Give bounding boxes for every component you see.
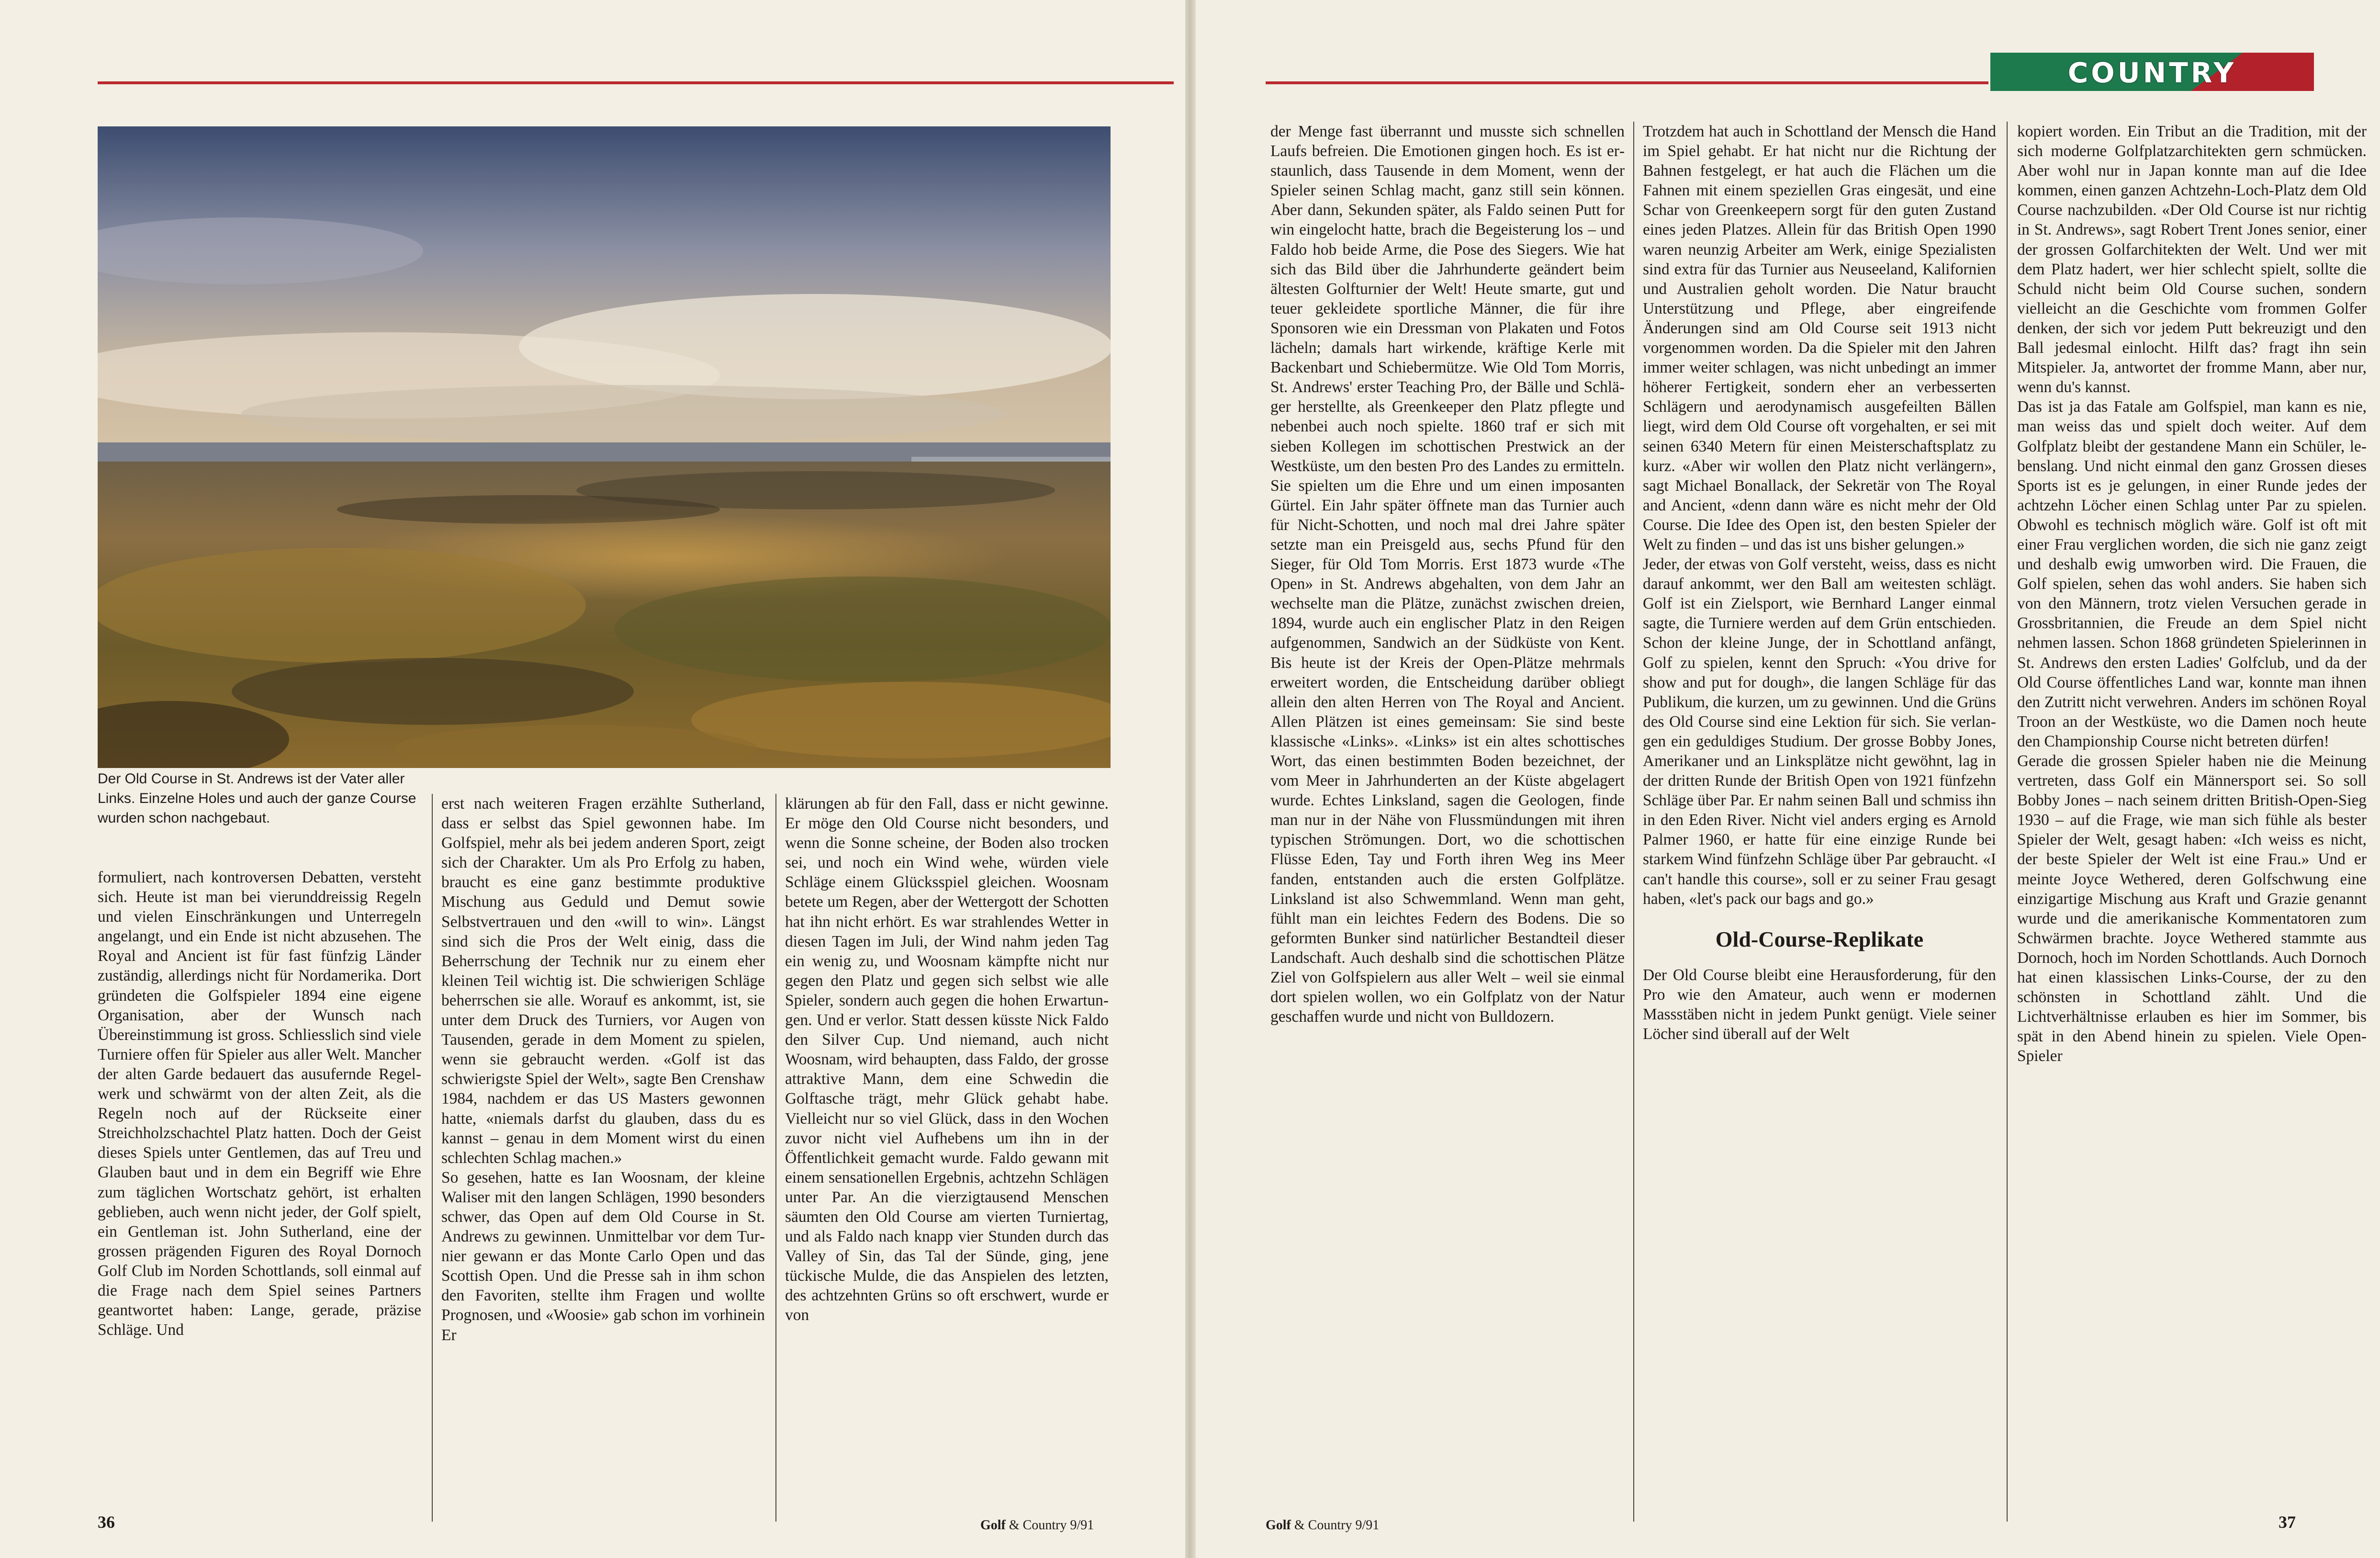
text-column-5 [1643, 122, 1996, 1044]
text-column-3 [785, 794, 1109, 1325]
issue-number: 9/91 [1355, 1518, 1380, 1533]
paragraph: klärungen ab für den Fall, dass er nicht gewinne. Er möge den Old Course nicht besonders, und wenn die Sonne scheine, der Boden also trocken sei, und noch ein Wind wehe, würden viele Schläge einem Glücksspiel gleichen. Woosnam betete um Regen, aber der Wettergott der Schotten hat ihn nicht erhört. Es war strahlendes Wetter in diesen Tagen im Juli, der Wind nahm jeden Tag ein wenig zu, und Woosnam kämpfte nicht nur gegen den Platz und gegen sich selbst wie alle Spieler, sondern auch gegen die hohen Erwartungen. Und er verlor. Statt dessen küsste Nick Faldo den Silver Cup. Und niemand, auch nicht Woosnam, wird behaupten, dass Faldo, der grosse attraktive Mann, dem eine Schwedin die Golftasche trägt, mehr Glück gehabt habe. Vielleicht nur so viel Glück, dass in den Wochen zuvor nicht viel Aufhebens um ihn in der Öffentlichkeit gemacht wurde. Faldo gewann mit einem sensationellen Ergebnis, achtzehn Schlägen unter Par. An die vierzigtausend Menschen säumten den Old Course am vierten Turniertag, und als Faldo nach knapp vier Stunden durch das Valley of Sin, das Tal der Sünde, ging, jene tückische Mulde, die das Anspielen des letzten, des achtzehnten Grüns so oft erschwert, wurde er von [785, 795, 1109, 1324]
paragraph: Jeder, der etwas von Golf versteht, weiss, dass es nicht darauf ankommt, wer den Ball am weitesten schlägt. Golf ist ein Zielsport, wie Bernhard Langer einmal sagte, die Turniere werden auf dem Grün entschieden. Schon der kleine Junge, der in Schottland anfängt, Golf zu spielen, kennt den Spruch: «You drive for show and put for dough», die langen Schläge für das Publikum, die kurzen, um zu gewinnen. Und die Grüns des Old Course sind eine Lektion für sich. Sie verlangen ein geduldiges Studium. Der grosse Bobby Jones, Amerikaner und an Linksplätze nicht gewöhnt, lag in der dritten Runde der British Open von 1921 fünfzehn Schläge über Par. Er nahm seinen Ball und schmiss ihn in den Eden River. Nicht viel anders erging es Arnold Palmer 1960, er hatte für eine einzige Runde bei starkem Wind fünfzehn Schläge über Par gebraucht. «I can't handle this course», soll er zu seiner Frau gesagt haben, «let's pack our bags and go.» [1643, 555, 1996, 908]
paragraph: der Menge fast überrannt und musste sich schnellen Laufs befreien. Die Emotionen gingen hoch. Es ist erstaunlich, dass Tausende in dem Moment, wenn der Spieler seinen Schlag macht, ganz still sein können. Aber dann, Sekunden später, als Faldo seinen Putt for win eingelocht hatte, brach die Begeisterung los – und Faldo hob beide Arme, die Pose des Siegers. Wie hat sich das Bild über die Jahrhunderte geändert beim ältesten Golfturnier der Welt! Heute smarte, gut und teuer gekleidete sportliche Männer, die für ihre Sponsoren wie ein Dressman von Plakaten und Fotos lächeln; damals hart wirkende, kräftige Kerle mit Backenbart und Schiebermütze. Wie Old Tom Morris, St. Andrews' erster Teaching Pro, der Bälle und Schläger herstellte, als Greenkeeper den Platz pflegte und nebenbei auch noch spielte. 1860 traf er sich mit sieben Kollegen im schottischen Prestwick an der Westküste, um den besten Pro des Landes zu ermitteln. Sie spielten um die Ehre und um einen imposanten Gürtel. Ein Jahr später öffnete man das Turnier auch für Nicht-Schotten, und noch mal drei Jahre später setzte man ein Preisgeld aus, sechs Pfund für den Sieger, für Old Tom Morris. Erst 1873 wurde «The Open» in St. Andrews abgehalten, von dem Jahr an wechselte man die Plätze, zunächst zwischen dreien, 1894, wurde auch ein englischer Platz in den Reigen aufgenommen, Sandwich an der Südküste von Kent. Bis heute ist der Kreis der Open-Plätze mehrmals erweitert worden, die Entscheidung darüber obliegt allein den alten Herren von The Royal and Ancient. Allen Plätzen ist eines gemeinsam: Sie sind beste klassische «Links». «Links» ist ein altes schottisches Wort, das einen bestimmten Boden bezeichnet, der vom Meer in Jahrhunderten an der Küste abgelagert wurde. Echtes Linksland, sagen die Geologen, finde man nur in der Nähe von Flussmündungen mit ihren typischen Strömungen. Dort, wo die schottischen Flüsse Eden, Tay und Forth ihren Weg ins Meer fanden, entstanden auch die ersten Golfplätze. Linksland ist also Schwemmland. Wenn man geht, fühlt man ein leichtes Federn des Bodens. Die so geformten Bunker sind natürlicher Bestandteil dieser Landschaft. Auch deshalb sind die schottischen Plätze Ziel von Golfspielern aus aller Welt – weil sie einmal dort spielen wollen, wo ein Golfplatz von der Natur geschaffen wurde und nicht von Bulldozern. [1270, 123, 1625, 1026]
header-rule-right [1266, 81, 1988, 84]
magazine-name-suffix: & Country [1005, 1518, 1070, 1533]
text-column-6 [2017, 122, 2367, 1066]
paragraph: Der Old Course bleibt eine Herausforderung, für den Pro wie den Amateur, auch wenn er modernen Massstäben nicht in jedem Punkt genügt. Viele seiner Löcher sind überall auf der Welt [1643, 966, 1996, 1043]
paragraph: erst nach weiteren Fragen erzählte Sutherland, dass er selbst das Spiel gewonnen habe. Im Golfspiel, mehr als bei jedem anderen Sport, zeigt sich der Charakter. Um als Pro Erfolg zu haben, braucht es eine ganz bestimmte produktive Mischung aus Geduld und Demut sowie Selbstvertrauen und den «will to win». Längst sind sich die Pros der Welt einig, dass die Beherrschung der Technik nur zu einem eher kleinen Teil wichtig ist. Die schwierigen Schläge beherrschen sie alle. Worauf es ankommt, ist, sie unter dem Druck des Turniers, vor Augen von Tausenden, gerade in dem Moment zu spielen, wenn sie gebraucht werden. «Golf ist das schwierigste Spiel der Welt», sagte Ben Crenshaw 1984, nachdem er das US Masters gewonnen hatte, «niemals darfst du glauben, dass du es kannst – genau in dem Moment wirst du einen schlechten Schlag machen.» [441, 795, 765, 1167]
magazine-name: Golf [1266, 1518, 1291, 1533]
paragraph: formuliert, nach kontroversen Debatten, versteht sich. Heute ist man bei vierunddreissig Regeln und vielen Einschränkungen und Unterregeln angelangt, und ein Ende ist nicht abzusehen. The Royal and Ancient ist für fast fünfzig Länder zuständig, allerdings nicht für Nordamerika. Dort gründeten die Golfspieler 1894 eine eigene Organisation, aber der Wunsch nach Übereinstimmung ist gross. Schliesslich sind viele Turniere offen für Spieler aus aller Welt. Mancher der alten Garde bedauert das ausufernde Regelwerk und schwärmt von der alten Zeit, als die Regeln noch auf der Rückseite einer Streichholzschachtel Platz hatten. Doch der Geist dieses Spiels unter Gentlemen, das auf Treu und Glauben baut und in dem ein Begriff wie Ehre zum täglichen Wortschatz gehört, ist erhalten geblieben, auch wenn nicht jeder, der Golf spielt, ein Gentleman ist. John Sutherland, eine der grossen prägenden Figuren des Royal Dornoch Golf Club im Norden Schottlands, soll einmal auf die Frage nach dem Spiel seines Partners geantwortet haben: Lange, gerade, präzise Schläge. Und [98, 869, 421, 1339]
magazine-name-suffix: & Country [1291, 1518, 1356, 1533]
column-divider [1633, 122, 1634, 1522]
subheading: Old-Course-Replikate [1715, 926, 1924, 951]
text-column-2 [441, 794, 765, 1345]
magazine-name: Golf [980, 1518, 1006, 1533]
page-gutter [1185, 0, 1196, 1558]
issue-footer-left [980, 1518, 1094, 1533]
section-tag-label: COUNTRY [2067, 56, 2237, 89]
photo-caption: Der Old Course in St. Andrews ist der Vater aller Links. Einzelne Holes und auch der ganze Course wurden schon nachgebaut. [98, 771, 416, 826]
page-number-right: 37 [2279, 1513, 2296, 1532]
section-tag [1990, 53, 2314, 91]
paragraph: Trotzdem hat auch in Schottland der Mensch die Hand im Spiel gehabt. Er hat nicht nur die Richtung der Bahnen festgelegt, er hat auch die Flächen um die Fahnen mit einem speziellen Gras eingesät, und eine Schar von Greenkeepern sorgt für den guten Zustand eines jeden Platzes. Allein für das British Open 1990 waren neunzig Arbeiter am Werk, einige Spezialisten sind extra für das Turnier aus Neuseeland, Kalifornien und Australien geholt worden. Die Natur braucht Unterstützung und Pflege, aber eingreifende Änderungen sind am Old Course seit 1913 nicht vorgenommen worden. Da die Spieler mit den Jahren immer weiter schlagen, was nicht unbedingt an immer höherer Fertigkeit, sondern eher an verbesserten Schlägern und aerodynamisch ausgefeilten Bällen liegt, wird dem Old Course oft vorgehalten, er sei mit seinen 6340 Metern für einen Meisterschaftsplatz zu kurz. «Aber wir wollen den Platz nicht verlängern», sagt Michael Bonallack, der Sekretär von The Royal and Ancient, «denn dann wäre es nicht mehr der Old Course. Die Idee des Open ist, den besten Spieler der Welt zu finden – und das ist uns bisher gelungen.» [1643, 123, 1996, 553]
text-column-1 [98, 868, 421, 1340]
issue-footer-right [1266, 1518, 1379, 1533]
paragraph: kopiert worden. Ein Tribut an die Tradition, mit der sich moderne Golfplatzarchitekten gern schmücken. Aber wohl nur in Japan konnte man auf die Idee kommen, einen ganzen Achtzehn-Loch-Platz dem Old Course nachzubilden. «Der Old Course ist nur richtig in St. Andrews», sagt Robert Trent Jones senior, einer der grossen Golfarchitekten der Welt. Und wer mit dem Platz hadert, wer hier schlecht spielt, sollte die Schuld nicht beim Old Course suchen, sondern vielleicht an die Geschichte vom frommen Golfer denken, der sich vor jedem Putt bekreuzigt und den Ball jedesmal einlocht. Hilft das? fragt ihn sein Mitspieler. Ja, antwortet der fromme Mann, aber nur, wenn du's kannst. [2017, 123, 2367, 396]
paragraph: Das ist ja das Fatale am Golfspiel, man kann es nie, man weiss das und spielt doch weiter. Auf dem Golfplatz bleibt der gestandene Mann ein Schüler, lebenslang. Und nicht einmal den ganz Grossen dieses Sports ist es je gelungen, in einer Runde jedes der achtzehn Löcher einen Schlag unter Par zu spielen. Obwohl es technisch möglich wäre. Golf ist oft mit einer Frau verglichen worden, die sich nie ganz zeigt und deshalb ewig umworben wird. Die Frauen, die Golf spielen, sehen das wohl anders. Sie haben sich von den Männern, trotz vielen Versuchen gerade in Grossbritannien, die Freude an dem Spiel nicht nehmen lassen. Schon 1868 gründeten Spielerinnen in St. Andrews den ersten Ladies' Golfclub, und da der Old Course öffentliches Land war, konnte man ihnen den Zutritt nicht verwehren. Anders im schönen Royal Troon an der Westküste, wo die Damen noch heute den Championship Course nicht betreten dürfen! [2017, 398, 2367, 750]
column-divider [2007, 122, 2008, 1522]
course-photo [98, 126, 1111, 768]
issue-number: 9/91 [1070, 1518, 1094, 1533]
links-landscape-image [98, 126, 1111, 768]
column-divider [775, 794, 776, 1522]
text-column-4 [1270, 122, 1625, 1027]
page-number-left: 36 [98, 1513, 115, 1532]
column-divider [432, 794, 433, 1522]
paragraph: Gerade die grossen Spieler haben nie die Meinung vertreten, dass Golf ein Männersport sei. So soll Bobby Jones – nach seinem dritten British-Open-Sieg 1930 – auf die Frage, wie man sich fühle als bester Spieler der Welt, gesagt haben: «Ich weiss es nicht, der beste Spieler der Welt ist eine Frau.» Und er meinte Joyce Wethered, deren Golfschwung eine einzigartige Mischung aus Kraft und Grazie genannt wurde und die amerikanische Kommentatoren zum Schwärmen brachte. Joyce Wethered stammte aus Dornoch, hoch im Norden Schottlands. Auch Dornoch hat einen klassischen Links-Course, der zu den schönsten in Schottland zählt. Und die Lichtverhältnisse erlauben es hier im Sommer, bis spät in den Abend hinein zu spielen. Viele Open-Spieler [2017, 752, 2367, 1065]
header-rule-left [98, 81, 1174, 84]
paragraph: So gesehen, hatte es Ian Woosnam, der kleine Waliser mit den langen Schlägen, 1990 besonders schwer, das Open auf dem Old Course in St. Andrews zu gewinnen. Unmittelbar vor dem Turnier gewann er das Monte Carlo Open und das Scottish Open. Und die Presse sah in ihm schon den Favoriten, stellte ihm Fragen und wollte Prognosen, und «Woosie» gab schon im vorhinein Er [441, 1168, 765, 1344]
